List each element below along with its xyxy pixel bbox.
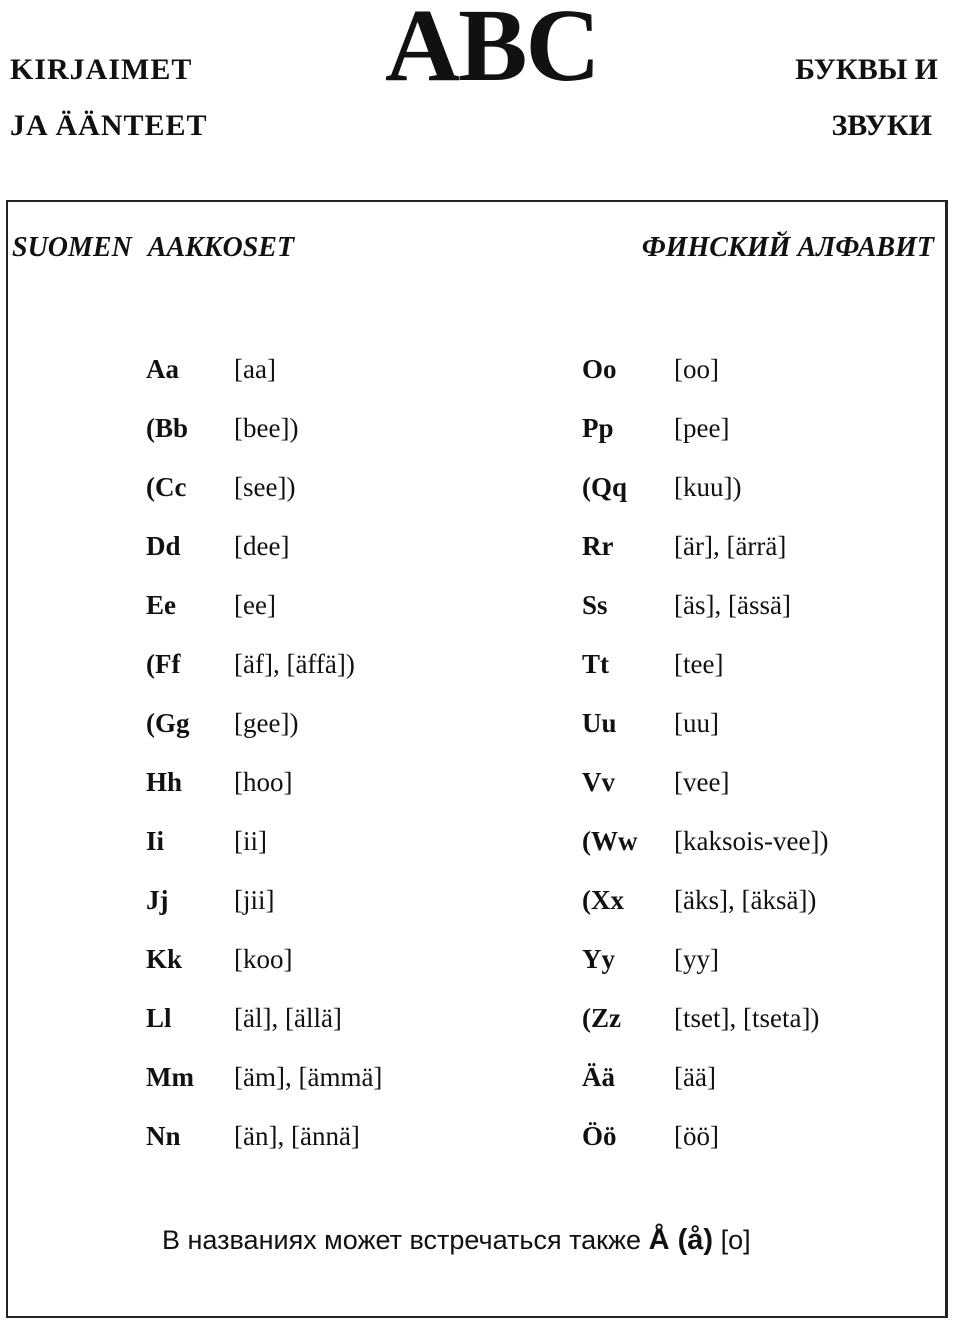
letter: Yy <box>582 944 615 974</box>
pronunciation: [aa] <box>234 354 276 384</box>
letter: Jj <box>146 885 169 915</box>
letter: Aa <box>146 354 179 384</box>
letter: Öö <box>582 1121 617 1151</box>
letter: Ss <box>582 590 608 620</box>
header-left-line-1: KIRJAIMET <box>10 53 193 86</box>
pronunciation: [äs], [ässä] <box>674 590 791 620</box>
pronunciation: [vee] <box>674 767 730 797</box>
letter: (Gg <box>146 708 190 738</box>
pronunciation: [ee] <box>234 590 276 620</box>
letter: Ää <box>582 1062 615 1092</box>
pronunciation: [kaksois-vee]) <box>674 826 829 856</box>
letter: Ii <box>146 826 165 856</box>
header-right-title <box>795 42 938 154</box>
letter: (Zz <box>582 1003 621 1033</box>
letter: Ll <box>146 1003 172 1033</box>
letter: Kk <box>146 944 183 974</box>
pronunciation: [hoo] <box>234 767 293 797</box>
footer-letter: Å (å) <box>648 1224 714 1256</box>
subheader-russian: ФИНСКИЙ АЛФАВИТ <box>641 232 934 263</box>
pronunciation: [öö] <box>674 1121 719 1151</box>
footer-note <box>162 1224 751 1257</box>
pronunciation: [dee] <box>234 531 290 561</box>
pronunciation: [tee] <box>674 649 724 679</box>
pronunciation: [ää] <box>674 1062 716 1092</box>
letter: (Qq <box>582 472 628 502</box>
letter: Vv <box>582 767 615 797</box>
pronunciation: [gee]) <box>234 708 299 738</box>
pronunciation: [jii] <box>234 885 275 915</box>
letter: (Bb <box>146 413 189 443</box>
header-left-line-2: JA ÄÄNTEET <box>10 109 208 142</box>
header-right-line-1: БУКВЫ И <box>795 53 938 86</box>
pronunciation: [äks], [äksä]) <box>674 885 817 915</box>
letter: Dd <box>146 531 181 561</box>
pronunciation: [uu] <box>674 708 719 738</box>
letter: (Xx <box>582 885 624 915</box>
pronunciation: [äf], [äffä]) <box>234 649 355 679</box>
pronunciation: [ii] <box>234 826 267 856</box>
header-right-line-2: ЗВУКИ <box>831 109 932 142</box>
pronunciation: [tset], [tseta]) <box>674 1003 820 1033</box>
letter: (Ww <box>582 826 638 856</box>
letter: Mm <box>146 1062 194 1092</box>
letter: Pp <box>582 413 614 443</box>
letter: Tt <box>582 649 609 679</box>
page-title: ABC <box>385 0 599 103</box>
letter: Uu <box>582 708 617 738</box>
pronunciation: [äl], [ällä] <box>234 1003 342 1033</box>
pronunciation: [see]) <box>234 472 296 502</box>
letter: (Ff <box>146 649 181 679</box>
letter: Ee <box>146 590 176 620</box>
letter: Nn <box>146 1121 181 1151</box>
pronunciation: [bee]) <box>234 413 299 443</box>
pronunciation: [än], [ännä] <box>234 1121 360 1151</box>
pronunciation: [pee] <box>674 413 730 443</box>
letter: Rr <box>582 531 614 561</box>
pronunciation: [är], [ärrä] <box>674 531 787 561</box>
pronunciation: [oo] <box>674 354 719 384</box>
pronunciation: [koo] <box>234 944 293 974</box>
letter: Hh <box>146 767 183 797</box>
pronunciation: [äm], [ämmä] <box>234 1062 383 1092</box>
footer-sound: [o] <box>720 1225 751 1255</box>
subheader-finnish: SUOMEN AAKKOSET <box>12 232 295 263</box>
header-left-title <box>10 42 208 154</box>
pronunciation: [yy] <box>674 944 719 974</box>
letter: (Cc <box>146 472 187 502</box>
footer-text: В названиях может встречаться также <box>162 1225 642 1255</box>
pronunciation: [kuu]) <box>674 472 742 502</box>
letter: Oo <box>582 354 617 384</box>
